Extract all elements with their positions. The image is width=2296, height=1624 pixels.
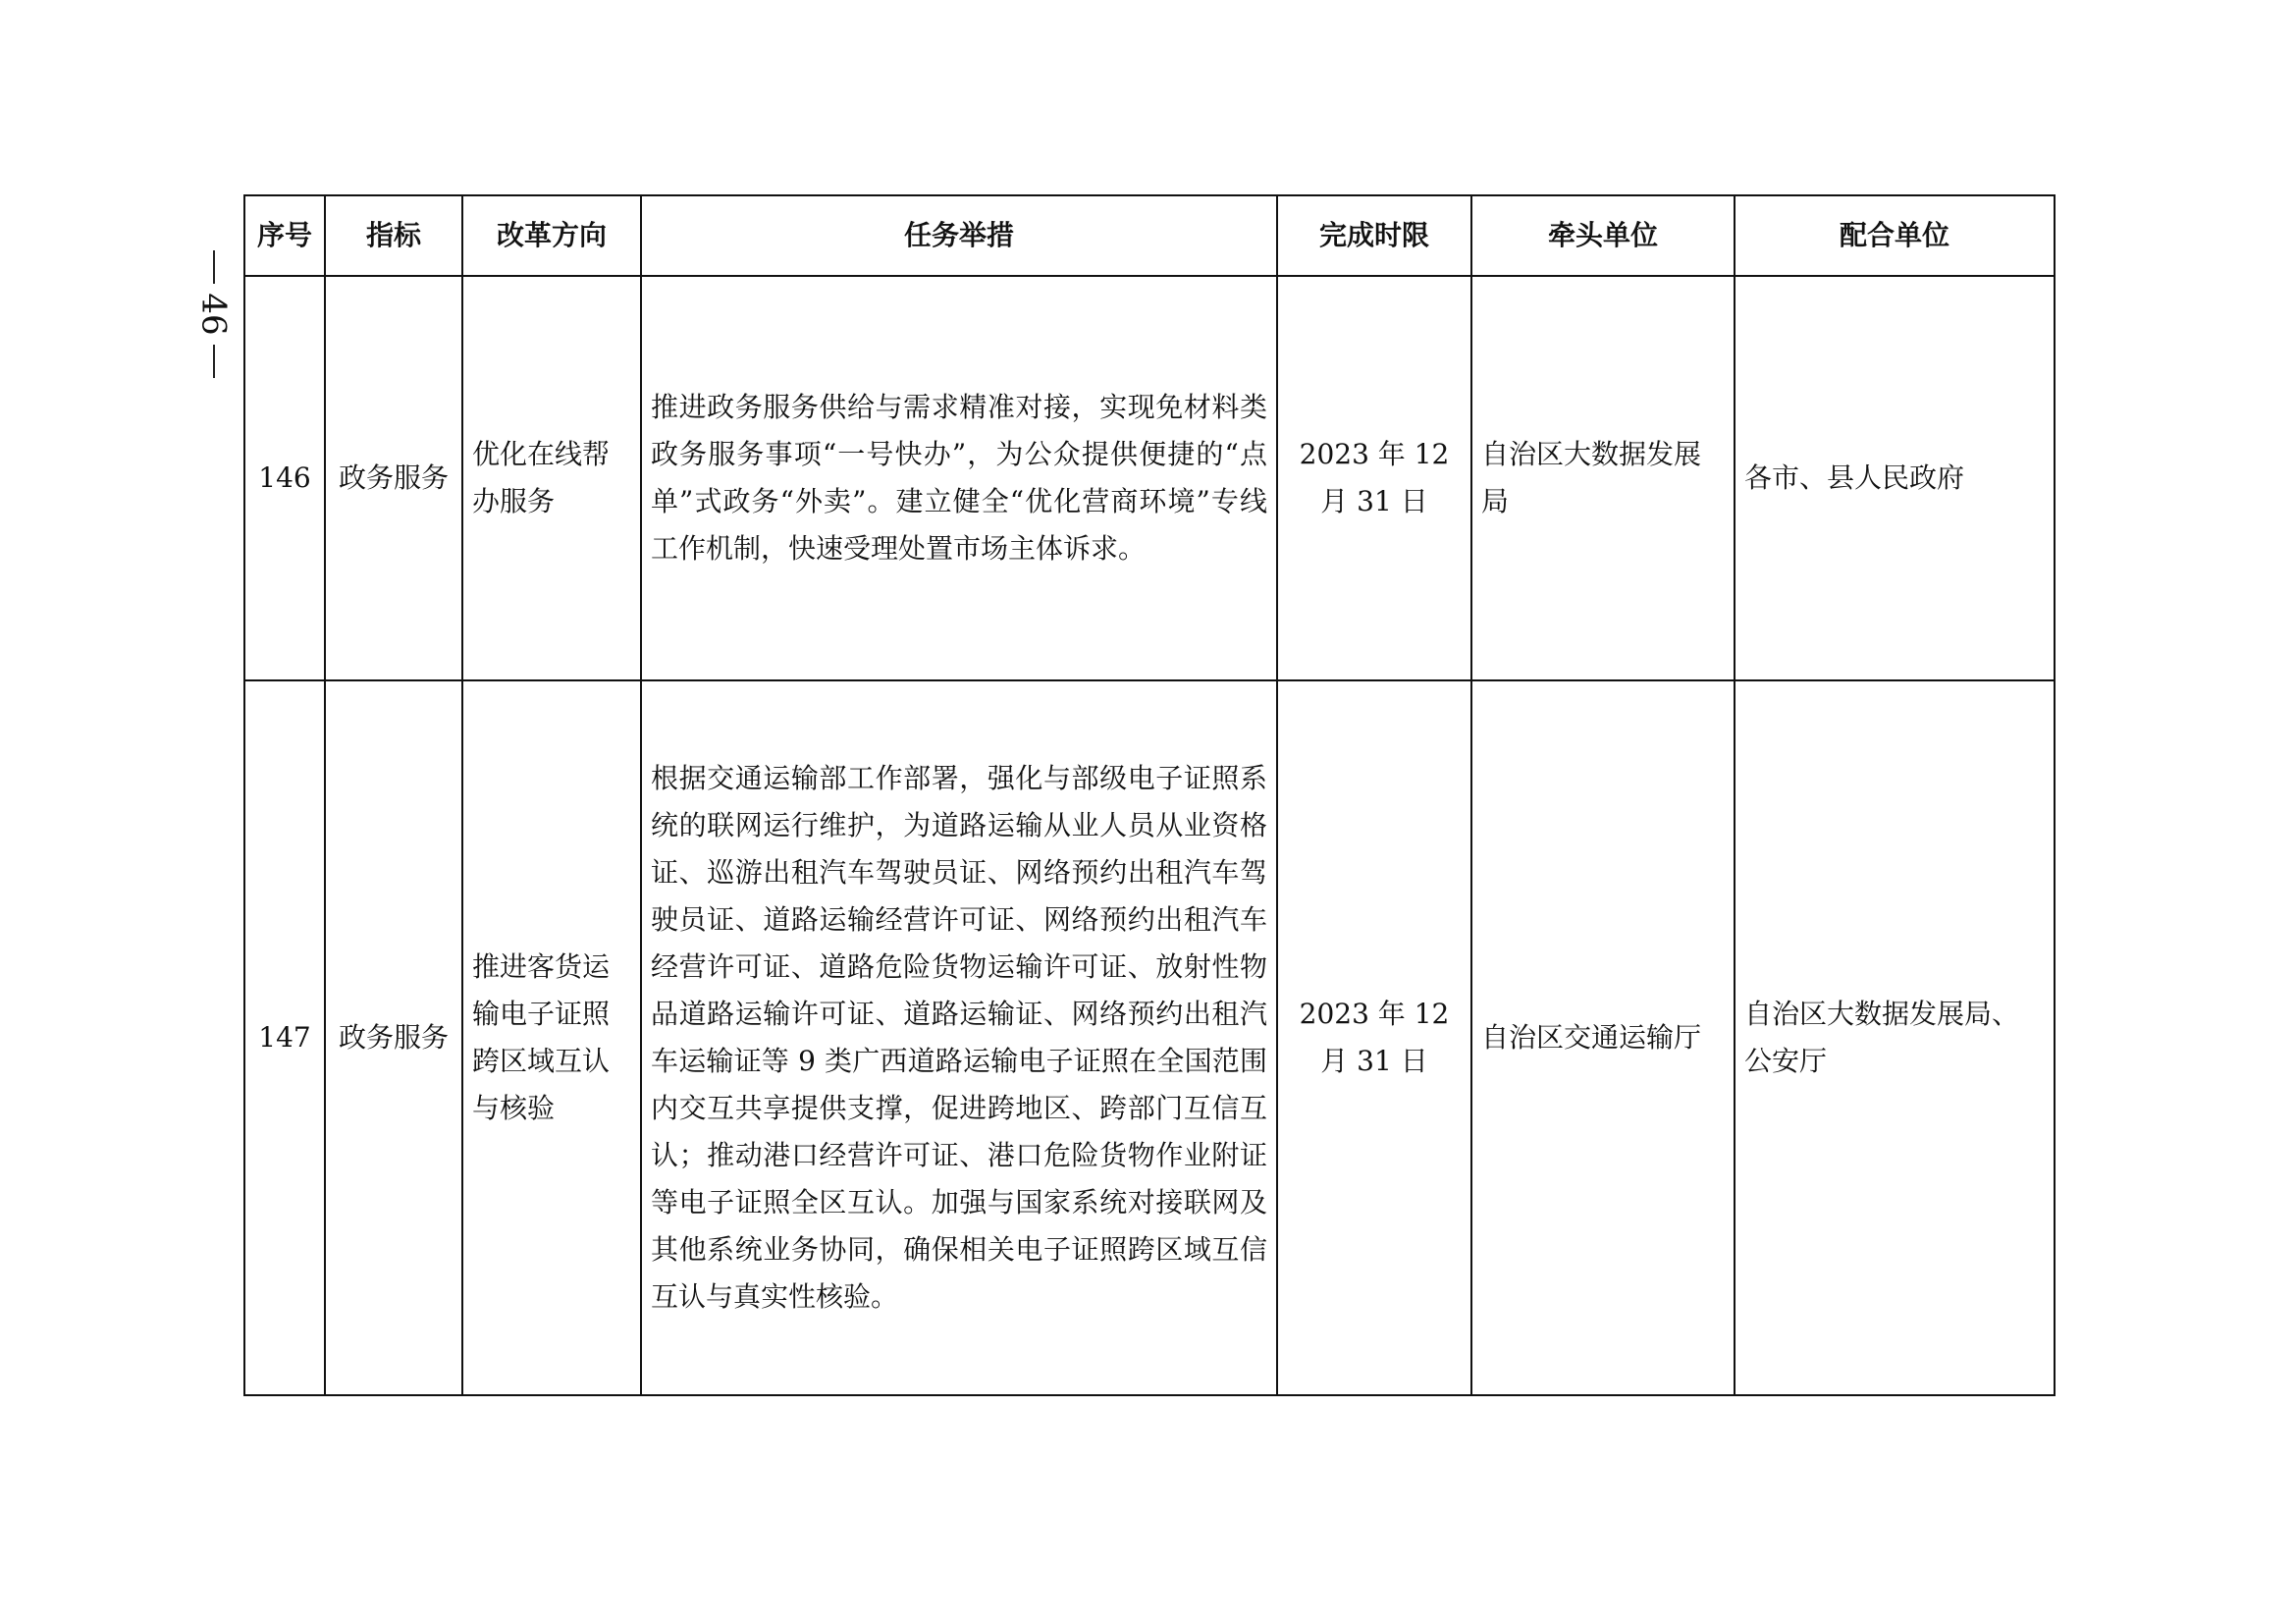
cell-measures: 推进政务服务供给与需求精准对接，实现免材料类政务服务事项“一号快办”，为公众提供便捷的“点单”式政务“外卖”。建立健全“优化营商环境”专线工作机制，快速受理处置市场主体诉求。 <box>641 276 1277 680</box>
header-measures: 任务举措 <box>641 195 1277 276</box>
cell-indicator: 政务服务 <box>325 276 462 680</box>
page-number-dash-top <box>213 250 215 284</box>
table-row <box>244 276 2055 680</box>
cell-lead-unit: 自治区交通运输厅 <box>1471 680 1735 1395</box>
cell-deadline: 2023 年 12 月 31 日 <box>1277 680 1471 1395</box>
cell-no: 147 <box>244 680 325 1395</box>
header-direction: 改革方向 <box>462 195 641 276</box>
cell-no: 146 <box>244 276 325 680</box>
cell-support-unit: 各市、县人民政府 <box>1735 276 2055 680</box>
table-header-row <box>244 195 2055 276</box>
table-row <box>244 680 2055 1395</box>
cell-support-unit: 自治区大数据发展局、公安厅 <box>1735 680 2055 1395</box>
cell-measures: 根据交通运输部工作部署，强化与部级电子证照系统的联网运行维护，为道路运输从业人员从业资格证、巡游出租汽车驾驶员证、网络预约出租汽车驾驶员证、道路运输经营许可证、网络预约出租汽车经营许可证、道路危险货物运输许可证、放射性物品道路运输许可证、道路运输证、网络预约出租汽车运输证等 9 类广西道路运输电子证照在全国范围内交互共享提供支撑，促进跨地区、跨部门互信互认；推动港口经营许可证、港口危险货物作业附证等电子证照全区互认。加强与国家系统对接联网及其他系统业务协同，确保相关电子证照跨区域互信互认与真实性核验。 <box>641 680 1277 1395</box>
header-lead-unit: 牵头单位 <box>1471 195 1735 276</box>
cell-deadline: 2023 年 12 月 31 日 <box>1277 276 1471 680</box>
cell-lead-unit: 自治区大数据发展局 <box>1471 276 1735 680</box>
cell-direction: 推进客货运输电子证照跨区域互认与核验 <box>462 680 641 1395</box>
header-deadline: 完成时限 <box>1277 195 1471 276</box>
header-support-unit: 配合单位 <box>1735 195 2055 276</box>
cell-direction: 优化在线帮办服务 <box>462 276 641 680</box>
reform-task-table <box>243 194 2056 1396</box>
header-no: 序号 <box>244 195 325 276</box>
header-indicator: 指标 <box>325 195 462 276</box>
page-number-text: 46 <box>193 293 234 336</box>
cell-indicator: 政务服务 <box>325 680 462 1395</box>
page-number-dash-bottom <box>213 345 215 378</box>
page-number <box>185 236 243 393</box>
